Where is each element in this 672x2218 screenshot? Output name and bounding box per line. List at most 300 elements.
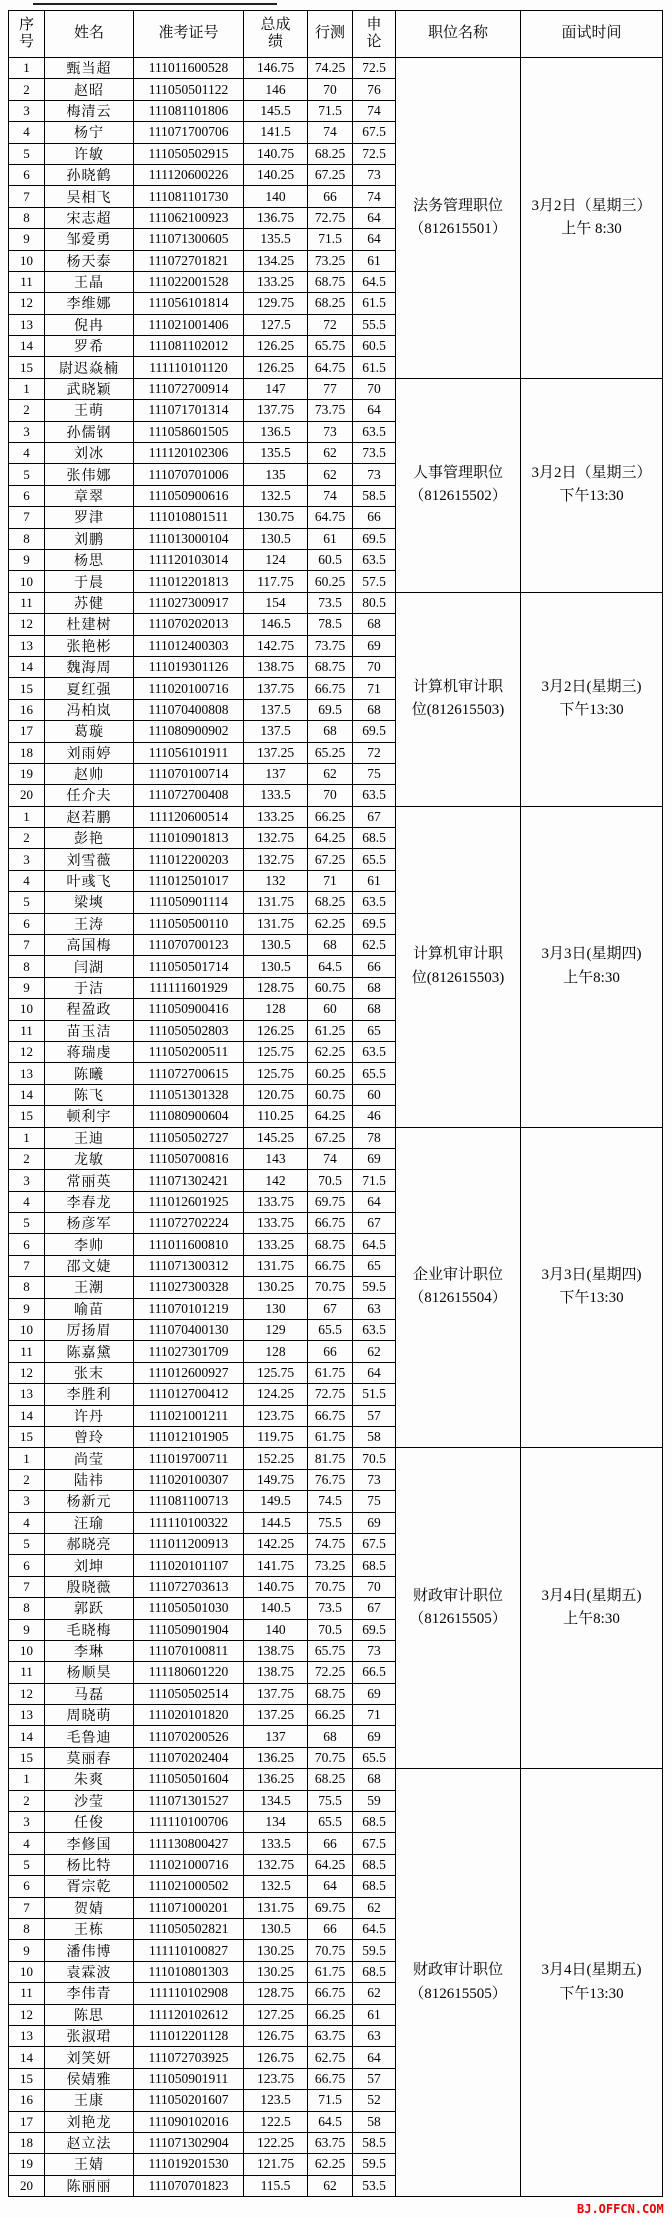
shenlun-score-cell: 75 [353, 763, 396, 784]
ticket-cell: 111011200913 [134, 1533, 244, 1554]
ticket-cell: 111070700123 [134, 935, 244, 956]
total-score-cell: 136.25 [244, 1747, 308, 1768]
position-line: 财政审计职位 [412, 1588, 503, 1605]
shenlun-score-cell: 78 [353, 1127, 396, 1148]
seq-cell: 4 [9, 870, 45, 891]
total-score-cell: 154 [244, 592, 308, 613]
xingce-score-cell: 67.25 [308, 849, 353, 870]
seq-cell: 14 [9, 2047, 45, 2068]
ticket-cell: 111120103014 [134, 549, 244, 570]
name-cell: 苏健 [45, 592, 134, 613]
total-score-cell: 127.25 [244, 2004, 308, 2025]
ticket-cell: 111070701823 [134, 2175, 244, 2196]
name-cell: 张伟娜 [45, 464, 134, 485]
ticket-cell: 111070101219 [134, 1298, 244, 1319]
seq-cell: 5 [9, 1213, 45, 1234]
name-cell: 章翠 [45, 485, 134, 506]
total-score-cell: 133.25 [244, 1234, 308, 1255]
ticket-cell: 111010801303 [134, 1961, 244, 1982]
total-score-cell: 122.25 [244, 2132, 308, 2153]
xingce-score-cell: 68 [308, 721, 353, 742]
xingce-score-cell: 62.25 [308, 913, 353, 934]
xingce-score-cell: 72 [308, 314, 353, 335]
seq-cell: 7 [9, 1576, 45, 1597]
shenlun-score-cell: 70 [353, 378, 396, 399]
ticket-cell: 111071301527 [134, 1790, 244, 1811]
position-cell-group-4 [396, 806, 521, 1127]
seq-cell: 18 [9, 2132, 45, 2153]
xingce-score-cell: 66.75 [308, 2068, 353, 2089]
name-cell: 许丹 [45, 1405, 134, 1426]
ticket-cell: 111071302904 [134, 2132, 244, 2153]
shenlun-score-cell: 66 [353, 507, 396, 528]
position-line: 计算机审计职 [412, 678, 503, 695]
seq-cell: 6 [9, 485, 45, 506]
shenlun-score-cell: 68 [353, 699, 396, 720]
total-score-cell: 142.25 [244, 1533, 308, 1554]
seq-cell: 12 [9, 1683, 45, 1704]
seq-cell: 11 [9, 271, 45, 292]
shenlun-score-cell: 46 [353, 1106, 396, 1127]
seq-cell: 15 [9, 678, 45, 699]
ticket-cell: 111070400808 [134, 699, 244, 720]
ticket-cell: 111050900616 [134, 485, 244, 506]
total-score-cell: 126.75 [244, 2025, 308, 2046]
ticket-cell: 111050201607 [134, 2090, 244, 2111]
ticket-cell: 111070202404 [134, 1747, 244, 1768]
ticket-cell: 111020101107 [134, 1555, 244, 1576]
name-cell: 尚莹 [45, 1448, 134, 1469]
total-score-cell: 130.25 [244, 1940, 308, 1961]
seq-cell: 14 [9, 1084, 45, 1105]
total-score-cell: 142 [244, 1170, 308, 1191]
seq-cell: 19 [9, 763, 45, 784]
total-score-cell: 132.75 [244, 1854, 308, 1875]
total-score-cell: 133.5 [244, 785, 308, 806]
seq-cell: 15 [9, 1106, 45, 1127]
position-cell-group-5 [396, 1127, 521, 1448]
xingce-score-cell: 74.25 [308, 58, 353, 79]
name-cell: 程盈政 [45, 999, 134, 1020]
xingce-score-cell: 69.75 [308, 1897, 353, 1918]
name-cell: 刘鹏 [45, 528, 134, 549]
shenlun-score-cell: 64 [353, 1191, 396, 1212]
seq-cell: 3 [9, 849, 45, 870]
header-col-seq: 序 号 [9, 11, 45, 58]
shenlun-score-cell: 72.5 [353, 58, 396, 79]
ticket-cell: 111081101806 [134, 100, 244, 121]
ticket-cell: 111081102012 [134, 336, 244, 357]
ticket-cell: 111050501714 [134, 956, 244, 977]
seq-cell: 10 [9, 1320, 45, 1341]
name-cell: 王涛 [45, 913, 134, 934]
name-cell: 杨新元 [45, 1491, 134, 1512]
xingce-score-cell: 68 [308, 935, 353, 956]
shenlun-score-cell: 68 [353, 614, 396, 635]
xingce-score-cell: 64.25 [308, 1854, 353, 1875]
seq-cell: 11 [9, 1341, 45, 1362]
result-row [9, 1127, 663, 1148]
total-score-cell: 131.75 [244, 913, 308, 934]
name-cell: 赵立法 [45, 2132, 134, 2153]
ticket-cell: 111120600226 [134, 164, 244, 185]
shenlun-score-cell: 69 [353, 1512, 396, 1533]
ticket-cell: 111050502821 [134, 1918, 244, 1939]
shenlun-score-cell: 68.5 [353, 1812, 396, 1833]
seq-cell: 4 [9, 443, 45, 464]
total-score-cell: 135.5 [244, 229, 308, 250]
xingce-score-cell: 65.5 [308, 1812, 353, 1833]
position-cell-group-3 [396, 592, 521, 806]
name-cell: 喻苗 [45, 1298, 134, 1319]
ticket-cell: 111072701821 [134, 250, 244, 271]
name-cell: 许敏 [45, 143, 134, 164]
ticket-cell: 111080900604 [134, 1106, 244, 1127]
seq-cell: 9 [9, 1940, 45, 1961]
shenlun-score-cell: 60.5 [353, 336, 396, 357]
xingce-score-cell: 64.5 [308, 956, 353, 977]
shenlun-score-cell: 57.5 [353, 571, 396, 592]
shenlun-score-cell: 71 [353, 678, 396, 699]
shenlun-score-cell: 64 [353, 207, 396, 228]
total-score-cell: 145.5 [244, 100, 308, 121]
name-cell: 任介夫 [45, 785, 134, 806]
name-cell: 刘笑妍 [45, 2047, 134, 2068]
name-cell: 苗玉洁 [45, 1020, 134, 1041]
seq-cell: 1 [9, 1448, 45, 1469]
interview-time-line: 3月3日(星期四) [541, 946, 642, 963]
seq-cell: 13 [9, 314, 45, 335]
ticket-cell: 111050500110 [134, 913, 244, 934]
seq-cell: 16 [9, 2090, 45, 2111]
xingce-score-cell: 75.5 [308, 1512, 353, 1533]
ticket-cell: 111111601929 [134, 977, 244, 998]
shenlun-score-cell: 69.5 [353, 721, 396, 742]
interview-time-line: 3月2日（星期三） [531, 197, 652, 214]
xingce-score-cell: 66.75 [308, 678, 353, 699]
xingce-score-cell: 73.25 [308, 1555, 353, 1576]
interview-time-line: 上午8:30 [563, 1611, 620, 1628]
xingce-score-cell: 62.25 [308, 2154, 353, 2175]
xingce-score-cell: 65.25 [308, 742, 353, 763]
interview-time-cell-group-4 [521, 806, 663, 1127]
xingce-score-cell: 75.5 [308, 1790, 353, 1811]
shenlun-score-cell: 59.5 [353, 1277, 396, 1298]
seq-cell: 2 [9, 400, 45, 421]
xingce-score-cell: 61.25 [308, 1020, 353, 1041]
total-score-cell: 129.75 [244, 293, 308, 314]
total-score-cell: 137.5 [244, 721, 308, 742]
shenlun-score-cell: 64 [353, 400, 396, 421]
shenlun-score-cell: 57 [353, 2068, 396, 2089]
header-col-xingce: 行测 [308, 11, 353, 58]
xingce-score-cell: 72.25 [308, 1662, 353, 1683]
total-score-cell: 128 [244, 1341, 308, 1362]
xingce-score-cell: 73 [308, 421, 353, 442]
xingce-score-cell: 66.25 [308, 806, 353, 827]
name-cell: 陈丽丽 [45, 2175, 134, 2196]
position-cell-group-2 [396, 378, 521, 592]
total-score-cell: 128 [244, 999, 308, 1020]
xingce-score-cell: 63.75 [308, 2132, 353, 2153]
xingce-score-cell: 66.25 [308, 2004, 353, 2025]
shenlun-score-cell: 72.5 [353, 143, 396, 164]
header-row [9, 11, 663, 58]
total-score-cell: 120.75 [244, 1084, 308, 1105]
name-cell: 高国梅 [45, 935, 134, 956]
total-score-cell: 136.25 [244, 1769, 308, 1790]
total-score-cell: 146.75 [244, 58, 308, 79]
xingce-score-cell: 73.75 [308, 400, 353, 421]
ticket-cell: 111010901813 [134, 828, 244, 849]
name-cell: 毛晓梅 [45, 1619, 134, 1640]
name-cell: 魏海周 [45, 656, 134, 677]
xingce-score-cell: 61 [308, 528, 353, 549]
total-score-cell: 130.75 [244, 507, 308, 528]
seq-cell: 7 [9, 1255, 45, 1276]
xingce-score-cell: 68.75 [308, 1234, 353, 1255]
seq-cell: 9 [9, 977, 45, 998]
seq-cell: 8 [9, 207, 45, 228]
shenlun-score-cell: 66 [353, 956, 396, 977]
seq-cell: 10 [9, 1961, 45, 1982]
shenlun-score-cell: 75 [353, 1491, 396, 1512]
seq-cell: 12 [9, 1041, 45, 1062]
name-cell: 郭跃 [45, 1598, 134, 1619]
name-cell: 陈飞 [45, 1084, 134, 1105]
seq-cell: 8 [9, 1598, 45, 1619]
xingce-score-cell: 70.5 [308, 1170, 353, 1191]
xingce-score-cell: 66.75 [308, 1213, 353, 1234]
name-cell: 李维娜 [45, 293, 134, 314]
ticket-cell: 111070100714 [134, 763, 244, 784]
shenlun-score-cell: 53.5 [353, 2175, 396, 2196]
table-body [9, 58, 663, 2197]
total-score-cell: 123.75 [244, 1405, 308, 1426]
interview-time-line: 3月2日（星期三） [531, 465, 652, 482]
total-score-cell: 122.5 [244, 2111, 308, 2132]
interview-time-cell-group-3 [521, 592, 663, 806]
xingce-score-cell: 64.75 [308, 357, 353, 378]
interview-time-line: 上午8:30 [563, 969, 620, 986]
ticket-cell: 111050502803 [134, 1020, 244, 1041]
ticket-cell: 111050501030 [134, 1598, 244, 1619]
seq-cell: 15 [9, 2068, 45, 2089]
xingce-score-cell: 73.5 [308, 1598, 353, 1619]
xingce-score-cell: 73.25 [308, 250, 353, 271]
seq-cell: 15 [9, 1747, 45, 1768]
position-line: （812615501） [409, 220, 507, 237]
name-cell: 尉迟焱楠 [45, 357, 134, 378]
ticket-cell: 111019201530 [134, 2154, 244, 2175]
ticket-cell: 111072703925 [134, 2047, 244, 2068]
ticket-cell: 111020100307 [134, 1469, 244, 1490]
xingce-score-cell: 70 [308, 79, 353, 100]
ticket-cell: 111011600810 [134, 1234, 244, 1255]
shenlun-score-cell: 65.5 [353, 1063, 396, 1084]
total-score-cell: 132.5 [244, 1876, 308, 1897]
name-cell: 冯柏岚 [45, 699, 134, 720]
name-cell: 王栋 [45, 1918, 134, 1939]
interview-time-line: 3月4日(星期五) [541, 1588, 642, 1605]
ticket-cell: 111050900416 [134, 999, 244, 1020]
interview-time-line: 下午13:30 [559, 702, 624, 719]
shenlun-score-cell: 64 [353, 1362, 396, 1383]
xingce-score-cell: 70 [308, 785, 353, 806]
total-score-cell: 132.75 [244, 849, 308, 870]
seq-cell: 11 [9, 1020, 45, 1041]
seq-cell: 12 [9, 2004, 45, 2025]
shenlun-score-cell: 71 [353, 1705, 396, 1726]
total-score-cell: 141.75 [244, 1555, 308, 1576]
seq-cell: 10 [9, 1640, 45, 1661]
ticket-cell: 111058601505 [134, 421, 244, 442]
seq-cell: 19 [9, 2154, 45, 2175]
total-score-cell: 140.25 [244, 164, 308, 185]
xingce-score-cell: 71 [308, 870, 353, 891]
ticket-cell: 111012601925 [134, 1191, 244, 1212]
seq-cell: 17 [9, 2111, 45, 2132]
name-cell: 刘艳龙 [45, 2111, 134, 2132]
xingce-score-cell: 62 [308, 763, 353, 784]
name-cell: 杨宁 [45, 122, 134, 143]
xingce-score-cell: 66.75 [308, 1983, 353, 2004]
shenlun-score-cell: 70 [353, 656, 396, 677]
shenlun-score-cell: 71.5 [353, 1170, 396, 1191]
name-cell: 陆祎 [45, 1469, 134, 1490]
total-score-cell: 137.75 [244, 678, 308, 699]
shenlun-score-cell: 60 [353, 1084, 396, 1105]
shenlun-score-cell: 69 [353, 635, 396, 656]
name-cell: 胥宗乾 [45, 1876, 134, 1897]
total-score-cell: 135.5 [244, 443, 308, 464]
shenlun-score-cell: 63 [353, 2025, 396, 2046]
interview-time-cell-group-1 [521, 58, 663, 379]
shenlun-score-cell: 64 [353, 2047, 396, 2068]
interview-time-line: 3月2日(星期三) [541, 678, 642, 695]
seq-cell: 5 [9, 892, 45, 913]
seq-cell: 8 [9, 528, 45, 549]
xingce-score-cell: 60 [308, 999, 353, 1020]
result-row [9, 1448, 663, 1469]
name-cell: 杨天泰 [45, 250, 134, 271]
seq-cell: 13 [9, 1063, 45, 1084]
shenlun-score-cell: 72 [353, 742, 396, 763]
total-score-cell: 141.5 [244, 122, 308, 143]
xingce-score-cell: 69.5 [308, 699, 353, 720]
total-score-cell: 117.75 [244, 571, 308, 592]
name-cell: 倪冉 [45, 314, 134, 335]
position-cell-group-1 [396, 58, 521, 379]
ticket-cell: 111062100923 [134, 207, 244, 228]
xingce-score-cell: 66 [308, 1918, 353, 1939]
name-cell: 赵若鹏 [45, 806, 134, 827]
seq-cell: 7 [9, 507, 45, 528]
ticket-cell: 111021000716 [134, 1854, 244, 1875]
name-cell: 顿利宇 [45, 1106, 134, 1127]
shenlun-score-cell: 76 [353, 79, 396, 100]
interview-time-line: 下午13:30 [559, 1985, 624, 2002]
shenlun-score-cell: 67 [353, 806, 396, 827]
total-score-cell: 130.5 [244, 528, 308, 549]
xingce-score-cell: 68.25 [308, 1769, 353, 1790]
name-cell: 李修国 [45, 1833, 134, 1854]
xingce-score-cell: 68.25 [308, 143, 353, 164]
xingce-score-cell: 64.25 [308, 828, 353, 849]
header-col-shenlun: 申 论 [353, 11, 396, 58]
xingce-score-cell: 67.25 [308, 164, 353, 185]
ticket-cell: 111120600514 [134, 806, 244, 827]
shenlun-score-cell: 73 [353, 464, 396, 485]
shenlun-score-cell: 68.5 [353, 1854, 396, 1875]
ticket-cell: 111022001528 [134, 271, 244, 292]
ticket-cell: 111056101911 [134, 742, 244, 763]
ticket-cell: 111010801511 [134, 507, 244, 528]
name-cell: 陈曦 [45, 1063, 134, 1084]
name-cell: 周晓萌 [45, 1705, 134, 1726]
ticket-cell: 111020101820 [134, 1705, 244, 1726]
total-score-cell: 137.75 [244, 1683, 308, 1704]
ticket-cell: 111072700408 [134, 785, 244, 806]
shenlun-score-cell: 61 [353, 2004, 396, 2025]
seq-cell: 2 [9, 1469, 45, 1490]
name-cell: 刘坤 [45, 1555, 134, 1576]
name-cell: 厉扬眉 [45, 1320, 134, 1341]
ticket-cell: 111070202013 [134, 614, 244, 635]
shenlun-score-cell: 62 [353, 1897, 396, 1918]
ticket-cell: 111081101730 [134, 186, 244, 207]
total-score-cell: 149.5 [244, 1491, 308, 1512]
xingce-score-cell: 73.5 [308, 592, 353, 613]
total-score-cell: 133.75 [244, 1191, 308, 1212]
seq-cell: 3 [9, 1170, 45, 1191]
seq-cell: 9 [9, 229, 45, 250]
shenlun-score-cell: 58 [353, 2111, 396, 2132]
total-score-cell: 123.75 [244, 2068, 308, 2089]
ticket-cell: 111021001211 [134, 1405, 244, 1426]
ticket-cell: 111013000104 [134, 528, 244, 549]
seq-cell: 5 [9, 1854, 45, 1875]
total-score-cell: 140.75 [244, 1576, 308, 1597]
name-cell: 闫湖 [45, 956, 134, 977]
shenlun-score-cell: 58.5 [353, 2132, 396, 2153]
position-cell-group-6 [396, 1448, 521, 1769]
total-score-cell: 136.75 [244, 207, 308, 228]
total-score-cell: 138.75 [244, 1662, 308, 1683]
shenlun-score-cell: 73 [353, 164, 396, 185]
shenlun-score-cell: 68.5 [353, 1555, 396, 1576]
name-cell: 刘雪薇 [45, 849, 134, 870]
name-cell: 王潮 [45, 1277, 134, 1298]
name-cell: 彭艳 [45, 828, 134, 849]
ticket-cell: 111071300605 [134, 229, 244, 250]
xingce-score-cell: 60.5 [308, 549, 353, 570]
xingce-score-cell: 62.25 [308, 1041, 353, 1062]
seq-cell: 20 [9, 2175, 45, 2196]
name-cell: 梅清云 [45, 100, 134, 121]
xingce-score-cell: 74.5 [308, 1491, 353, 1512]
ticket-cell: 111021000502 [134, 1876, 244, 1897]
shenlun-score-cell: 63.5 [353, 1320, 396, 1341]
seq-cell: 14 [9, 1405, 45, 1426]
name-cell: 马磊 [45, 1683, 134, 1704]
seq-cell: 6 [9, 1876, 45, 1897]
name-cell: 李伟青 [45, 1983, 134, 2004]
shenlun-score-cell: 67.5 [353, 122, 396, 143]
name-cell: 王萌 [45, 400, 134, 421]
name-cell: 李帅 [45, 1234, 134, 1255]
shenlun-score-cell: 69.5 [353, 1619, 396, 1640]
